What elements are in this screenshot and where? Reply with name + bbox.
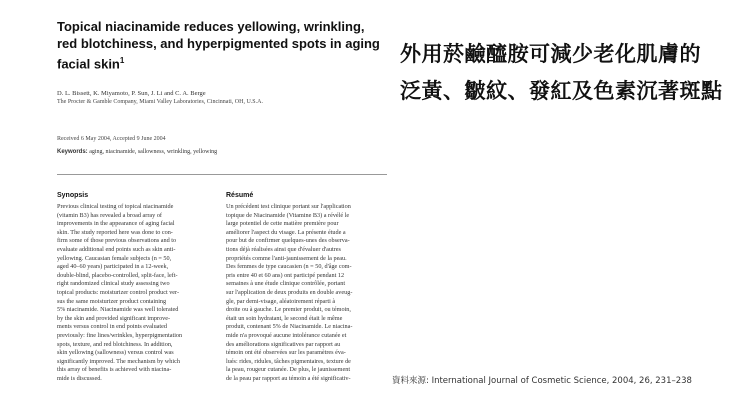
synopsis-line: by the skin and provided significant improve- xyxy=(57,314,171,322)
resume-line: semaines à une étude clinique contrôlée, portant xyxy=(226,280,346,288)
resume-line: témoin ont été observées sur les paramètres éva- xyxy=(226,349,346,357)
keywords-label: Keywords: xyxy=(57,149,88,155)
synopsis-line: skin yellowing (sallowness) versus control was xyxy=(57,349,174,357)
synopsis-line: yellowing. Caucasian female subjects (n = 50, xyxy=(57,254,172,262)
synopsis-heading: Synopsis xyxy=(57,192,89,199)
resume-line: lués: rides, ridules, tâches pigmentaires, texture de xyxy=(226,357,351,365)
keywords-text: aging, niacinamide, sallowness, wrinkling, yellowing xyxy=(89,149,218,155)
resume-line: large potentiel de cette matière première pour xyxy=(226,220,339,228)
synopsis-line: topical products: moisturizer control product ver- xyxy=(57,288,180,296)
resume-line: pour but de confirmer quelques-unes des observa- xyxy=(226,237,350,245)
resume-body xyxy=(226,203,383,383)
paper-title xyxy=(57,18,387,72)
synopsis-line: aged 40–60 years) participated in a 12-week, xyxy=(57,263,169,271)
resume-line: propriétés comme l'anti-jaunissement de la peau. xyxy=(226,254,347,262)
synopsis-line: skin. The study reported here was done to con- xyxy=(57,228,173,236)
caption-line-1: 外用菸鹼醯胺可減少老化肌膚的 xyxy=(400,42,701,66)
resume-line: pris entre 40 et 60 ans) ont participé pendant 12 xyxy=(226,271,345,279)
synopsis-line: mide is discussed. xyxy=(57,374,102,382)
synopsis-line: previously: fine lines/wrinkles, hyperpigmentation xyxy=(57,331,183,339)
resume-line: sur l'application de deux produits en double aveug- xyxy=(226,288,353,296)
resume-line: Des femmes de type caucasien (n = 50, d'âge com- xyxy=(226,263,352,271)
caption-line-2: 泛黃、皺紋、發紅及色素沉著斑點 xyxy=(400,79,723,103)
received-date: Received 6 May 2004, Accepted 9 June 2004 xyxy=(57,136,166,142)
synopsis-line: 5% niacinamide. Niacinamide was well tolerated xyxy=(57,306,179,314)
resume-line: de la peau par rapport au témoin a été significativ- xyxy=(226,374,351,382)
resume-line: améliorer l'aspect du visage. La présente étude a xyxy=(226,228,346,236)
synopsis-line: (vitamin B3) has revealed a broad array of xyxy=(57,211,162,219)
keywords xyxy=(57,149,217,155)
source-citation: 資料來源: International Journal of Cosmetic Science, 2004, 26, 231–238 xyxy=(392,376,692,386)
synopsis-line: significantly improved. The mechanism by which xyxy=(57,357,180,365)
synopsis-line: firm some of those previous observations and to xyxy=(57,237,177,245)
section-divider xyxy=(57,174,387,175)
paper-authors: D. L. Bissett, K. Miyamoto, P. Sun, J. Li and C. A. Berge xyxy=(57,90,206,97)
synopsis-line: sus the same moisturizer product containing xyxy=(57,297,167,305)
resume-line: Un précédent test clinique portant sur l'application xyxy=(226,203,351,210)
resume-line: droite ou à gauche. Le premier produit, ou témoin, xyxy=(226,306,351,314)
resume-line: mide n'a provoqué aucune intolérance cutanée et xyxy=(226,331,347,339)
synopsis-line: improvements in the appearance of aging facial xyxy=(57,220,175,228)
synopsis-line: Previous clinical testing of topical niacinamide xyxy=(57,203,174,210)
resume-line: des améliorations significatives par rapport au xyxy=(226,340,341,348)
resume-line: était un soin hydratant, le second était le même xyxy=(226,314,343,322)
resume-line: gle, par demi-visage, aléatoirement réparti à xyxy=(226,297,336,305)
resume-heading: Résumé xyxy=(226,192,254,199)
paper-affiliation: The Procter & Gamble Company, Miami Valley Laboratories, Cincinnati, OH, U.S.A. xyxy=(57,99,263,105)
synopsis-line: ments versus control in end points evaluated xyxy=(57,323,167,331)
resume-line: produit, contenant 5% de Niacinamide. Le niacina- xyxy=(226,323,353,331)
synopsis-line: this array of benefits is achieved with niacina- xyxy=(57,366,172,374)
resume-line: tions déjà réalisées ainsi que d'évaluer d'autres xyxy=(226,245,341,253)
synopsis-line: evaluate additional end points such as skin anti- xyxy=(57,245,176,253)
synopsis-line: double-blind, placebo-controlled, split-face, left- xyxy=(57,271,178,279)
paper-title-text: Topical niacinamide reduces yellowing, wrinkling, red blotchiness, and hyperpigmented spots in aging facial skin xyxy=(57,19,380,72)
resume-line: la peau, rougeur cutanée. De plus, le jaunissement xyxy=(226,366,351,374)
synopsis-line: spots, texture, and red blotchiness. In addition, xyxy=(57,340,173,348)
resume-line: topique de Niacinamide (Vitamine B3) a révélé le xyxy=(226,211,350,219)
synopsis-line: right randomized clinical study assessing two xyxy=(57,280,170,288)
synopsis-body xyxy=(57,203,214,383)
title-footnote-marker: 1 xyxy=(119,56,125,65)
